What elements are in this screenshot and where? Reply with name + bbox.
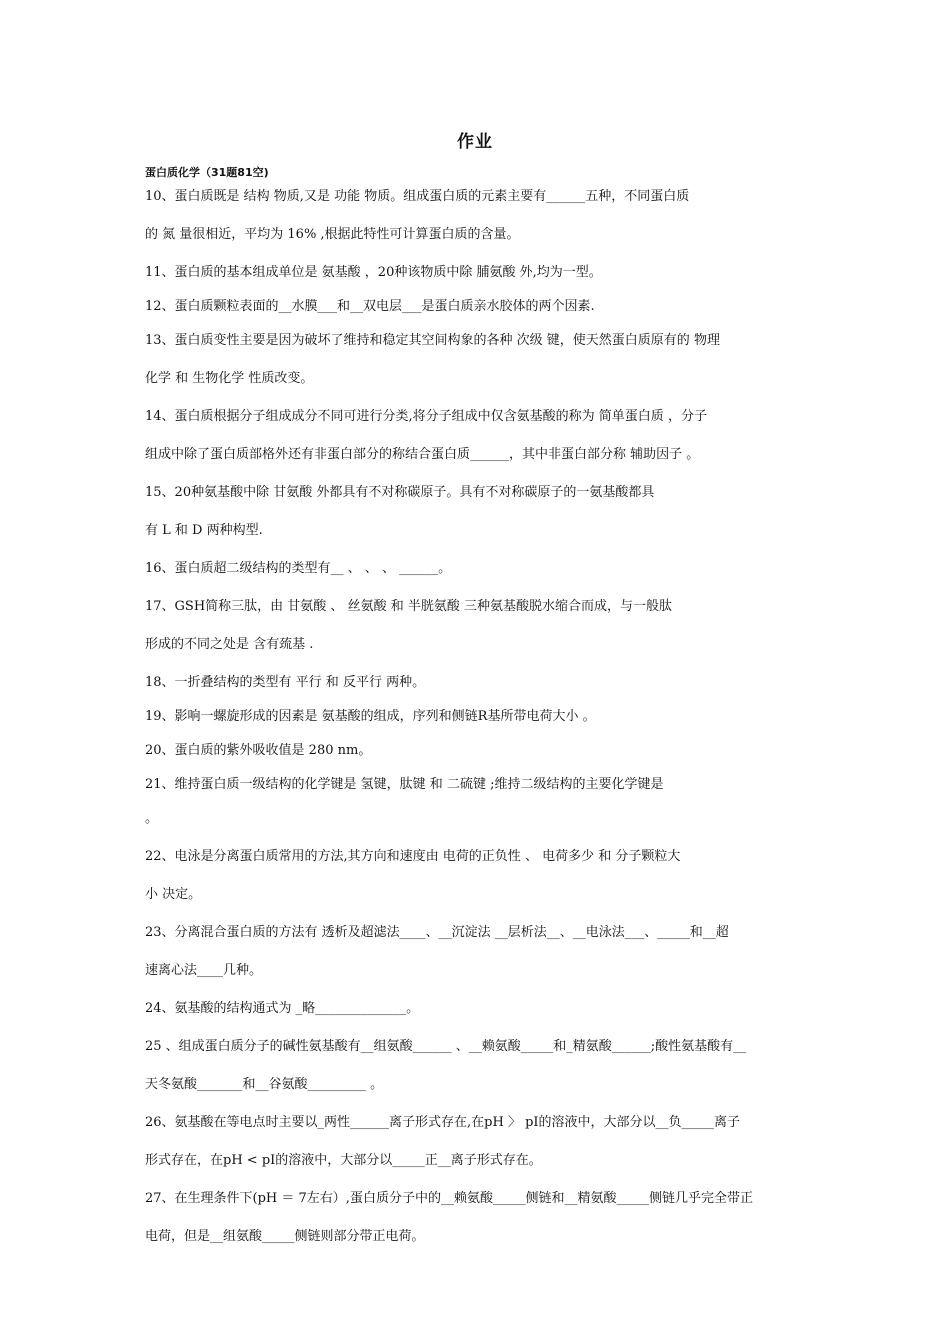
q24-line: 24、氨基酸的结构通式为 _略______________。: [145, 1001, 420, 1016]
q26-line-1: 26、氨基酸在等电点时主要以_两性______离子形式存在,在pH 〉 pI的溶液中，大部分以__负_____离子: [145, 1115, 741, 1130]
q20-line: 20、蛋白质的紫外吸收值是 280 nm。: [145, 743, 372, 758]
question-list: [145, 188, 807, 1266]
q10-line-1: 10、蛋白质既是 结构 物质,又是 功能 物质。组成蛋白质的元素主要有______五种，不同蛋白质: [145, 189, 690, 204]
q17-line-1: 17、GSH简称三肽，由 甘氨酸 、 丝氨酸 和 半胱氨酸 三种氨基酸脱水缩合而成，与一般肽: [145, 599, 672, 614]
q21-line-2: 。: [145, 811, 159, 826]
section-subtitle: 蛋白质化学（31题81空): [145, 166, 269, 179]
q13-line-1: 13、蛋白质变性主要是因为破坏了维持和稳定其空间构象的各种 次级 键，使天然蛋白质原有的 物理: [145, 333, 720, 348]
q15-line-2: 有 L 和 D 两种构型.: [145, 523, 263, 538]
q18-line: 18、一折叠结构的类型有 平行 和 反平行 两种。: [145, 675, 426, 690]
q14-line-1: 14、蛋白质根据分子组成成分不同可进行分类,将分子组成中仅含氨基酸的称为 简单蛋白质 ，分子: [145, 409, 707, 424]
q27-line-1: 27、在生理条件下(pH ＝ 7左右）,蛋白质分子中的__赖氨酸_____侧链和__精氨酸_____侧链几乎完全带正: [145, 1191, 753, 1206]
q15-line-1: 15、20种氨基酸中除 甘氨酸 外都具有不对称碳原子。具有不对称碳原子的一氨基酸都具: [145, 485, 655, 500]
q25-line-1: 25 、组成蛋白质分子的碱性氨基酸有__组氨酸______ 、__赖氨酸_____和_精氨酸______;酸性氨基酸有__: [145, 1039, 747, 1054]
q10-line-2: 的 氮 量很相近，平均为 16% ,根据此特性可计算蛋白质的含量。: [145, 227, 520, 242]
q19-line: 19、影响一螺旋形成的因素是 氨基酸的组成，序列和侧链R基所带电荷大小 。: [145, 709, 596, 724]
q11-line: 11、蛋白质的基本组成单位是 氨基酸 ，20种该物质中除 脯氨酸 外,均为一型。: [145, 265, 602, 280]
q22-line-1: 22、电泳是分离蛋白质常用的方法,其方向和速度由 电荷的正负性 、 电荷多少 和 分子颗粒大: [145, 849, 681, 864]
q17-line-2: 形成的不同之处是 含有巯基 .: [145, 637, 314, 652]
q27-line-2: 电荷，但是__组氨酸_____侧链则部分带正电荷。: [145, 1229, 425, 1244]
q23-line-2: 速离心法____几种。: [145, 963, 263, 978]
q26-line-2: 形式存在，在pH < pI的溶液中，大部分以_____正__离子形式存在。: [145, 1153, 542, 1168]
q25-line-2: 天冬氨酸_______和__谷氨酸_________ 。: [145, 1077, 384, 1092]
q22-line-2: 小 决定。: [145, 887, 202, 902]
q14-line-2: 组成中除了蛋白质部格外还有非蛋白部分的称结合蛋白质______，其中非蛋白部分称 辅助因子 。: [145, 447, 700, 462]
page-title: 作业: [457, 132, 493, 152]
q12-line: 12、蛋白质颗粒表面的__水膜___和__双电层___是蛋白质亲水胶体的两个因素.: [145, 299, 595, 314]
q23-line-1: 23、分离混合蛋白质的方法有 透析及超滤法____、__沉淀法 __层析法__、__电泳法___、_____和__超: [145, 925, 729, 940]
q13-line-2: 化学 和 生物化学 性质改变。: [145, 371, 314, 386]
q16-line: 16、蛋白质超二级结构的类型有__ 、 、 、 ______。: [145, 561, 452, 576]
q21-line-1: 21、维持蛋白质一级结构的化学键是 氢键，肽键 和 二硫键 ;维持二级结构的主要化学键是: [145, 777, 664, 792]
